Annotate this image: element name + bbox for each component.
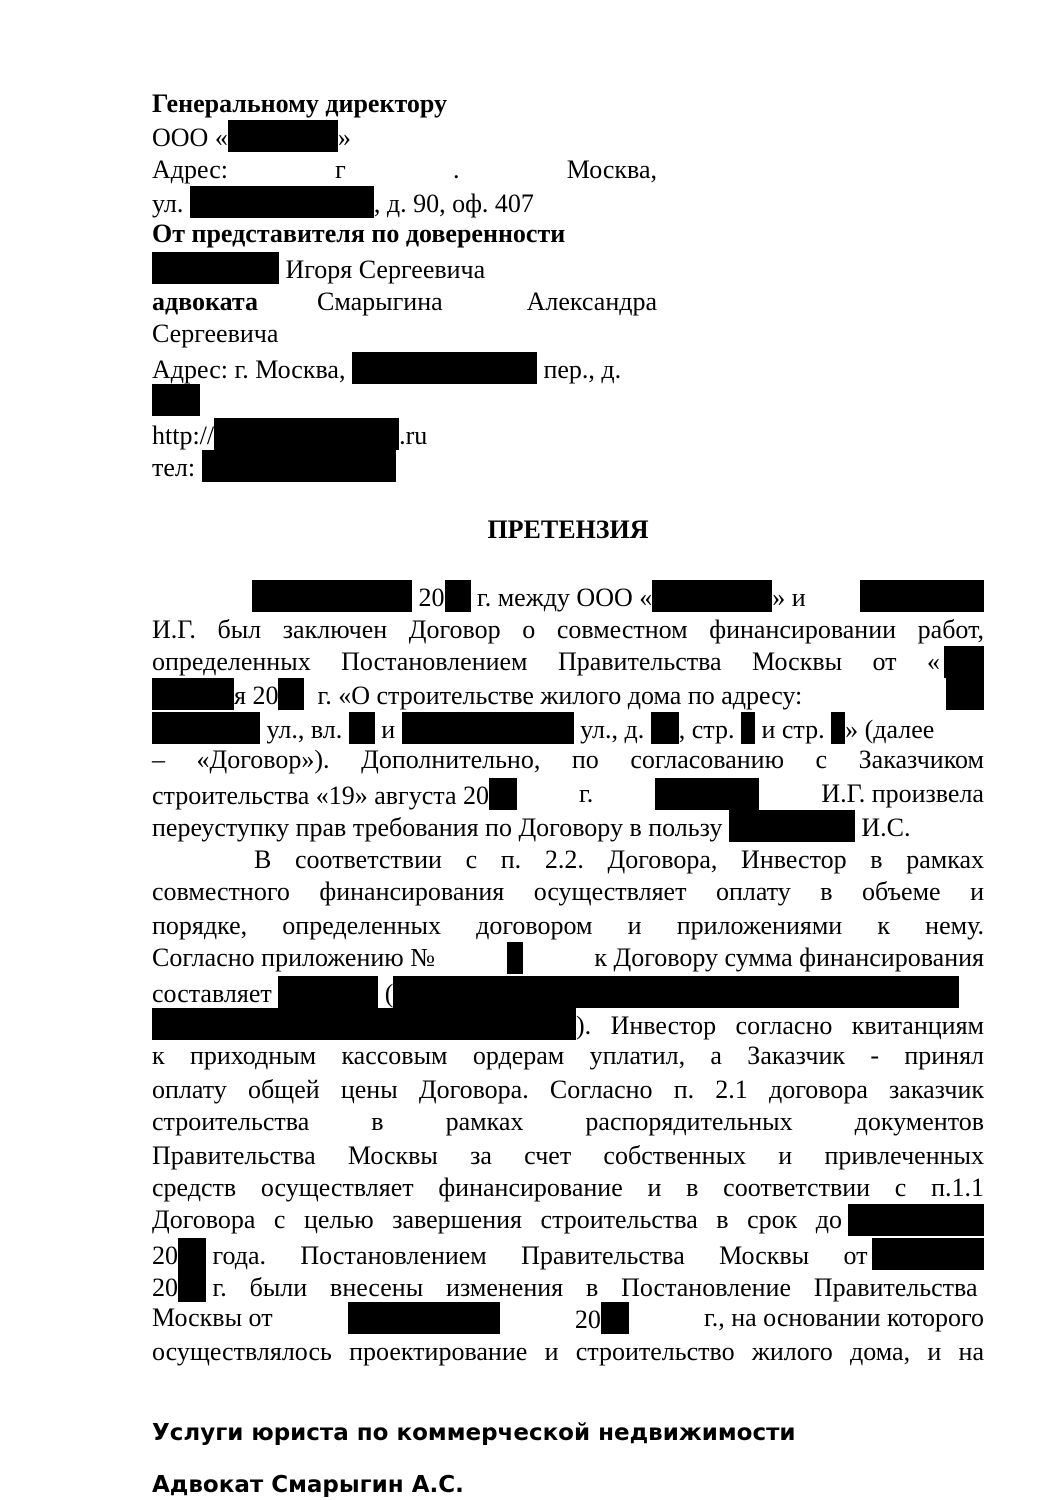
lawyer-address-cont	[152, 384, 657, 418]
body-line: строительства в рамках распорядительных документов	[152, 1107, 984, 1136]
redaction-block	[152, 678, 234, 710]
addressee-address-line: Адрес: г . Москва,	[152, 155, 657, 184]
body-line: 20 г. между ООО « » и	[152, 580, 984, 614]
redaction-block	[393, 976, 959, 1008]
redaction-block	[352, 352, 537, 384]
body-line: осуществлялось проектирование и строительство жилого дома, и на	[152, 1337, 984, 1366]
body-line: Договора с целью завершения строительства в срок до	[152, 1204, 984, 1236]
redaction-block	[214, 418, 399, 450]
redaction-block	[178, 1238, 206, 1270]
body-line: составляет (	[152, 976, 984, 1010]
redaction-block	[601, 1302, 629, 1334]
lawyer-line: адвоката Смарыгина Александра	[152, 287, 657, 316]
redaction-block	[848, 1204, 984, 1236]
lawyer-signature: Адвокат Смарыгин А.С.	[152, 1472, 464, 1498]
redaction-block	[349, 712, 375, 744]
redaction-block	[946, 678, 984, 710]
redaction-block	[278, 678, 304, 710]
redaction-block	[445, 580, 471, 612]
body-line: 20 года. Постановлением Правительства Москвы от	[152, 1238, 984, 1272]
redaction-block	[152, 712, 260, 744]
redaction-block	[507, 942, 523, 974]
body-line: к приходным кассовым ордерам уплатил, а Заказчик - принял	[152, 1041, 984, 1070]
redaction-block	[152, 1008, 576, 1040]
redaction-block	[278, 976, 378, 1008]
sender-name-line: Игоря Сергеевича	[152, 252, 657, 286]
body-line: – «Договор»). Дополнительно, по согласованию с Заказчиком	[152, 745, 984, 774]
redaction-block	[228, 120, 338, 152]
redaction-block	[152, 252, 279, 284]
body-line: Москвы от 20 г., на основании которого	[152, 1303, 984, 1334]
services-link[interactable]: Услуги юриста по коммерческой недвижимости	[152, 1420, 796, 1446]
lawyer-patronymic: Сергеевича	[152, 319, 279, 348]
body-line: Согласно приложению № к Договору сумма финансирования	[152, 943, 984, 972]
lawyer-address-line: Адрес: г. Москва, пер., д.	[152, 352, 657, 386]
redaction-block	[860, 580, 984, 612]
body-line: средств осуществляет финансирование и в соответствии с п.1.1	[152, 1173, 984, 1202]
body-line: совместного финансирования осуществляет оплату в объеме и	[152, 877, 984, 906]
redaction-block	[348, 1302, 500, 1334]
website-line: http:// .ru	[152, 418, 657, 452]
redaction-block	[152, 384, 200, 416]
body-line: переуступку прав требования по Договору в пользу И.С.	[152, 810, 984, 844]
body-line: В соответствии с п. 2.2. Договора, Инвестор в рамках	[254, 845, 984, 874]
redaction-block	[402, 712, 574, 744]
redaction-block	[872, 1238, 984, 1270]
redaction-block	[655, 778, 759, 810]
redaction-block	[652, 580, 772, 612]
body-line: И.Г. был заключен Договор о совместном финансировании работ,	[152, 615, 984, 644]
redaction-block	[741, 712, 755, 744]
redaction-block	[489, 778, 517, 810]
redaction-block	[202, 450, 396, 482]
addressee-company: ООО « »	[152, 120, 657, 154]
body-line: 20 г. были внесены изменения в Постановление Правительства	[152, 1270, 984, 1304]
body-line: оплату общей цены Договора. Согласно п. 2.1 договора заказчик	[152, 1075, 984, 1104]
body-line: строительства «19» августа 20 г. И.Г. произвела	[152, 779, 984, 810]
redaction-block	[651, 712, 679, 744]
addressee-title: Генеральному директору	[152, 89, 448, 118]
sender-title: От представителя по доверенности	[152, 219, 566, 248]
body-line: ул., вл. и ул., д. , стр. и стр. » (далее	[152, 712, 984, 746]
body-line: порядке, определенных договором и приложениями к нему.	[152, 911, 984, 940]
redaction-block	[831, 712, 845, 744]
body-line: ). Инвестор согласно квитанциям	[152, 1008, 984, 1042]
body-line: определенных Постановлением Правительства Москвы от «	[152, 646, 984, 678]
redaction-block	[729, 810, 855, 842]
redaction-block	[252, 580, 412, 612]
redaction-block	[944, 646, 984, 678]
redaction-block	[190, 186, 374, 218]
redaction-block	[178, 1270, 206, 1302]
body-line: я 20 г. «О строительстве жилого дома по адресу:	[152, 678, 984, 712]
addressee-street-line: ул. , д. 90, оф. 407	[152, 186, 657, 220]
phone-line: тел:	[152, 450, 657, 484]
body-line: Правительства Москвы за счет собственных и привлеченных	[152, 1141, 984, 1170]
document-title: ПРЕТЕНЗИЯ	[487, 515, 649, 544]
